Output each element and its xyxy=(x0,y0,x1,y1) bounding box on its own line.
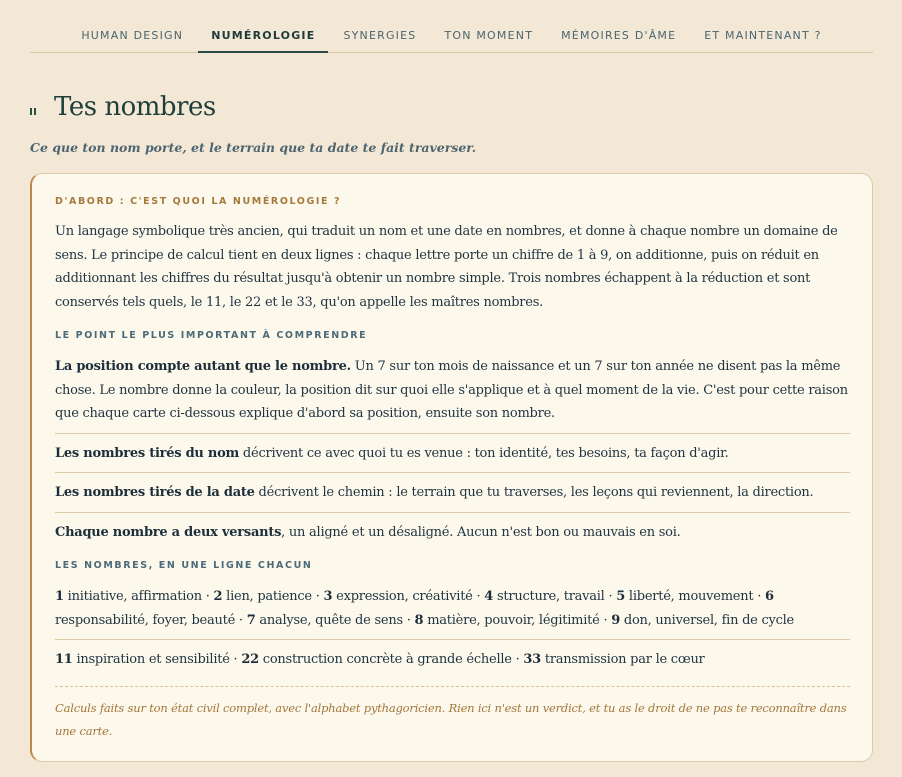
key-point-bold: Les nombres tirés de la date xyxy=(55,485,255,500)
key-section-label: LE POINT LE PLUS IMPORTANT À COMPRENDRE xyxy=(55,330,368,341)
number-value: 7 xyxy=(246,612,256,628)
number-meaning: initiative, affirmation xyxy=(63,589,202,604)
separator: · xyxy=(753,589,765,604)
separator: · xyxy=(599,612,612,628)
divider xyxy=(55,639,850,640)
number-meaning: lien, patience xyxy=(222,589,312,604)
separator: · xyxy=(511,652,524,667)
separator: · xyxy=(235,612,247,628)
intro-section-label: D'ABORD : C'EST QUOI LA NUMÉROLOGIE ? xyxy=(55,196,342,207)
number-value: 1 xyxy=(55,589,64,604)
number-value: 2 xyxy=(213,589,223,604)
divider xyxy=(55,512,850,513)
number-value: 22 xyxy=(241,652,259,667)
separator: · xyxy=(604,589,617,604)
section-marker-icon xyxy=(30,108,38,116)
key-point-bold: Les nombres tirés du nom xyxy=(55,445,240,461)
divider xyxy=(55,472,850,473)
nav-tab-ton-moment[interactable]: TON MOMENT xyxy=(444,29,534,42)
number-meaning: matière, pouvoir, légitimité xyxy=(423,612,600,628)
key-point-two-sides xyxy=(55,521,850,545)
footnote: Calculs faits sur ton état civil complet, avec l'alphabet pythagoricien. Rien ici n'est un verdict, et tu as le droit de ne pas te reconnaître dans une carte. xyxy=(55,700,847,738)
master-numbers-list xyxy=(55,648,850,672)
key-point-date-numbers xyxy=(55,481,850,505)
number-value: 8 xyxy=(414,612,424,628)
numerology-intro-card xyxy=(30,173,873,762)
number-value: 11 xyxy=(55,652,73,667)
number-meaning: inspiration et sensibilité xyxy=(72,652,230,667)
key-point-bold: La position compte autant que le nombre. xyxy=(55,359,351,374)
numbers-list xyxy=(55,585,850,632)
number-value: 5 xyxy=(616,589,626,604)
separator: · xyxy=(311,589,324,604)
dashed-divider xyxy=(55,686,850,687)
separator: · xyxy=(472,589,485,604)
key-point-text: décrivent le chemin : le terrain que tu traverses, les leçons qui reviennent, la direction. xyxy=(254,485,814,500)
key-point-text: , un aligné et un désaligné. Aucun n'est bon ou mauvais en soi. xyxy=(281,524,681,540)
number-meaning: structure, travail xyxy=(493,589,605,604)
top-navigation xyxy=(30,0,873,53)
number-meaning: construction concrète à grande échelle xyxy=(258,652,512,667)
divider xyxy=(55,433,850,434)
intro-paragraph: Un langage symbolique très ancien, qui traduit un nom et une date en nombres, et donne à chaque nombre un domaine de sens. Le principe de calcul tient en deux lignes : chaque lettre porte un chiffre de 1 à 9, on additionne, puis on réduit en additionnant les chiffres du résultat jusqu'à obtenir un nombre simple. Trois nombres échappent à la réduction et sont conservés tels quels, le 11, le 22 et le 33, qu'on appelle les maîtres nombres. xyxy=(55,224,838,310)
number-value: 6 xyxy=(765,589,774,604)
key-point-position xyxy=(55,355,850,426)
nav-tab-numerologie[interactable]: NUMÉROLOGIE xyxy=(198,29,328,53)
number-meaning: don, universel, fin de cycle xyxy=(620,612,795,628)
page-subtitle: Ce que ton nom porte, et le terrain que ta date te fait traverser. xyxy=(30,140,477,155)
number-value: 33 xyxy=(523,652,541,667)
number-value: 9 xyxy=(611,612,621,628)
number-value: 4 xyxy=(484,589,494,604)
page-title: Tes nombres xyxy=(54,92,216,122)
number-meaning: expression, créativité xyxy=(332,589,473,604)
separator: · xyxy=(402,612,415,628)
numbers-section-label: LES NOMBRES, EN UNE LIGNE CHACUN xyxy=(55,560,313,571)
page-heading xyxy=(30,92,216,122)
key-point-text: Un 7 sur ton mois de naissance et un 7 sur ton année ne disent pas la même chose. Le nombre donne la couleur, la position dit sur quoi elle s'applique et à quel moment de la vie. C'est pour cette raison que chaque carte ci-dessous explique d'abord sa position, ensuite son nombre. xyxy=(55,359,848,421)
separator: · xyxy=(201,589,214,604)
separator: · xyxy=(229,652,242,667)
number-meaning: liberté, mouvement xyxy=(625,589,754,604)
nav-tab-human-design[interactable]: HUMAN DESIGN xyxy=(81,29,184,42)
nav-tab-synergies[interactable]: SYNERGIES xyxy=(343,29,417,42)
nav-tab-et-maintenant[interactable]: ET MAINTENANT ? xyxy=(704,29,822,42)
number-meaning: transmission par le cœur xyxy=(540,652,705,667)
key-point-bold: Chaque nombre a deux versants xyxy=(55,524,282,540)
number-meaning: analyse, quête de sens xyxy=(255,612,403,628)
number-meaning: responsabilité, foyer, beauté xyxy=(55,612,236,628)
nav-tab-memoires-dame[interactable]: MÉMOIRES D'ÂME xyxy=(561,29,677,42)
number-value: 3 xyxy=(323,589,333,604)
key-point-text: décrivent ce avec quoi tu es venue : ton identité, tes besoins, ta façon d'agir. xyxy=(239,445,729,461)
key-point-name-numbers xyxy=(55,442,850,466)
